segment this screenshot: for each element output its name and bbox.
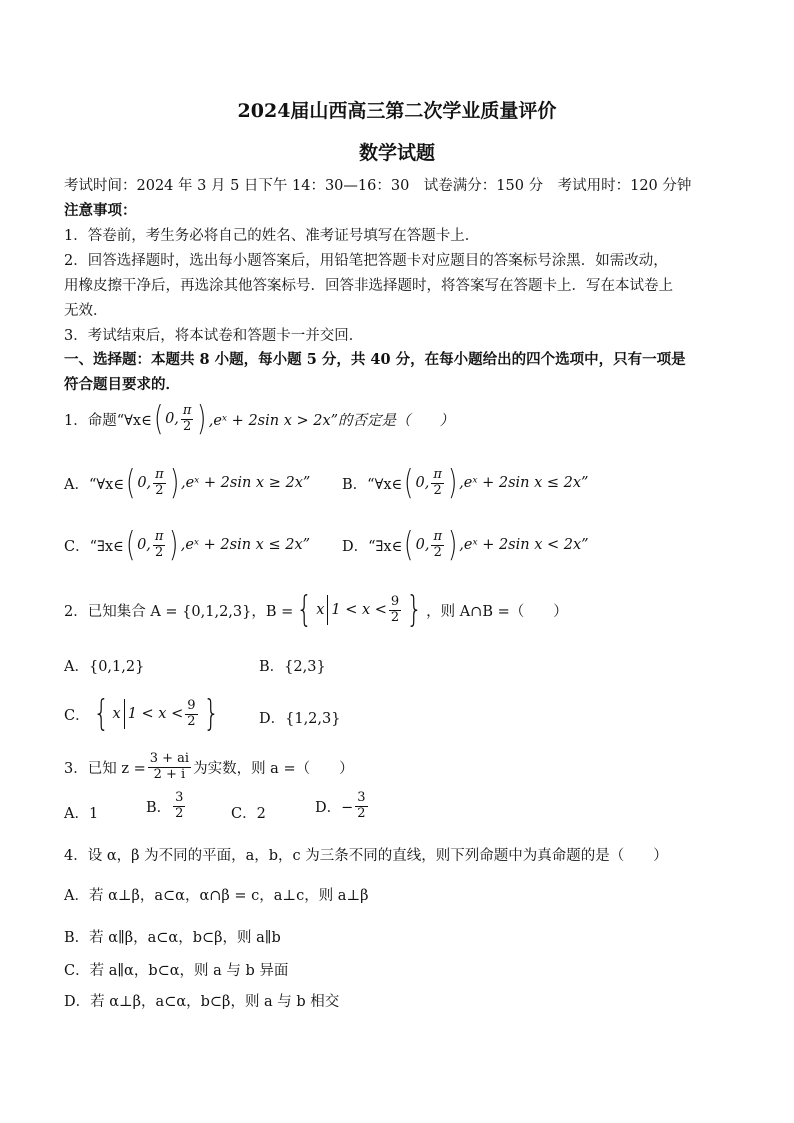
q3-option-b — [146, 791, 187, 822]
frac-den: 2 — [175, 805, 184, 821]
q1-a-prefix: A．“∀x∈ — [64, 476, 125, 493]
frac-den: 2 — [187, 713, 196, 729]
left-paren: ( — [404, 525, 414, 565]
q3-option-a: A．1 — [64, 806, 99, 822]
q3-prefix: 3．已知 z = — [64, 760, 146, 777]
q4-option-a: A．若 α⊥β，a⊂α，α∩β = c，a⊥c，则 a⊥β — [64, 888, 369, 904]
q2-c-prefix: C． — [64, 707, 90, 724]
q1-d-body: ,eˣ + 2sin x < 2x” — [459, 537, 589, 553]
left-paren: ( — [125, 525, 136, 565]
frac-den: 2 — [183, 418, 192, 434]
q2-option-c — [64, 693, 222, 734]
pi-over-2-fraction — [153, 468, 166, 499]
q2-option-d: D．{1,2,3} — [259, 711, 341, 727]
q1-interval-left: 0, — [165, 411, 179, 427]
question-3-stem — [64, 752, 354, 783]
q2-suffix: ，则 A∩B =（ ） — [426, 603, 568, 620]
question-4-stem: 4．设 α，β 为不同的平面，a，b，c 为三条不同的直线，则下列命题中为真命题的是（ ） — [64, 848, 668, 864]
frac-num: 3 + ai — [149, 751, 190, 766]
frac-den: 2 — [155, 544, 164, 560]
q3-suffix: 为实数，则 a =（ ） — [193, 760, 354, 777]
q3-b-prefix: B． — [146, 799, 172, 816]
left-brace: { — [296, 589, 313, 630]
frac-num: π — [154, 528, 164, 544]
nine-over-two-fraction — [389, 595, 401, 626]
right-brace: } — [202, 693, 219, 734]
question-2-stem — [64, 589, 568, 630]
pi-over-2-fraction — [153, 530, 166, 561]
right-paren: ) — [169, 463, 179, 503]
q3-option-c: C．2 — [231, 806, 266, 822]
frac-num: π — [433, 528, 442, 544]
notes-heading: 注意事项： — [64, 202, 137, 219]
q4-option-d: D．若 α⊥β，a⊂α，b⊂β，则 a 与 b 相交 — [64, 994, 340, 1010]
set-bar — [327, 595, 328, 625]
q1-b-prefix: B．“∀x∈ — [342, 476, 403, 493]
notes-item-2-line-2: 用橡皮擦干净后，再选涂其他答案标号．回答非选择题时，将答案写在答题卡上．写在本试卷上 — [64, 278, 673, 294]
question-1-stem — [64, 399, 455, 439]
notes-item-1: 1．答卷前，考生务必将自己的姓名、准考证号填写在答题卡上． — [64, 228, 480, 244]
frac-num: π — [155, 466, 164, 482]
left-paren: ( — [126, 463, 136, 503]
q1-b-body: ,eˣ + 2sin x ≤ 2x” — [459, 475, 589, 491]
frac-num: 3 — [357, 790, 366, 805]
q1-option-b — [342, 463, 589, 503]
frac-den: 2 — [390, 609, 400, 625]
q1-d-prefix: D．“∃x∈ — [342, 538, 403, 555]
interval-left: 0, — [415, 537, 430, 553]
pi-over-2-fraction — [431, 530, 444, 561]
q3-option-d — [315, 791, 370, 822]
exam-title: 2024届山西高三第二次学业质量评价 — [237, 100, 557, 122]
interval-left: 0, — [137, 537, 151, 553]
q1-a-body: ,eˣ + 2sin x ≥ 2x” — [180, 475, 311, 491]
q4-option-c: C．若 a∥α，b⊂α，则 a 与 b 异面 — [64, 963, 289, 979]
right-paren: ) — [197, 399, 207, 439]
q2-option-b: B．{2,3} — [259, 659, 326, 675]
set-var: x — [112, 706, 121, 722]
nine-over-two-fraction — [185, 699, 197, 730]
frac-num: π — [433, 466, 442, 482]
notes-item-3: 3．考试结束后，将本试卷和答题卡一并交回． — [64, 328, 364, 344]
right-brace: } — [406, 589, 423, 630]
right-paren: ) — [447, 463, 458, 503]
section-heading-line-1: 一、选择题：本题共 8 小题，每小题 5 分，共 40 分，在每小题给出的四个选项中，只有一项是 — [64, 351, 686, 368]
left-brace: { — [93, 693, 110, 734]
frac-num: 9 — [187, 697, 196, 713]
frac-num: 3 — [175, 790, 184, 805]
three-halves-fraction — [355, 791, 367, 822]
frac-den: 2 — [357, 805, 366, 821]
q1-prefix: 1．命题“∀x∈ — [64, 412, 152, 429]
q1-option-d — [342, 525, 589, 565]
frac-num: π — [182, 402, 192, 418]
left-paren: ( — [404, 463, 414, 503]
pi-over-2-fraction — [431, 468, 444, 499]
q1-c-prefix: C．“∃x∈ — [64, 538, 124, 555]
q1-body: ,eˣ + 2sin x > 2x”的否定是（ ） — [208, 412, 455, 429]
q4-option-b: B．若 α∥β，a⊂α，b⊂β，则 a∥b — [64, 930, 281, 946]
set-condition: 1 < x < — [331, 602, 387, 618]
left-paren: ( — [153, 399, 164, 439]
frac-den: 2 + i — [153, 766, 186, 782]
right-paren: ) — [447, 525, 458, 565]
set-condition: 1 < x < — [127, 706, 184, 722]
three-halves-fraction — [173, 791, 185, 822]
q1-option-c — [64, 525, 311, 565]
exam-info: 考试时间：2024 年 3 月 5 日下午 14：30—16：30 试卷满分：150 分 考试用时：120 分钟 — [64, 178, 692, 194]
frac-den: 2 — [433, 482, 442, 498]
q1-c-body: ,eˣ + 2sin x ≤ 2x” — [180, 537, 311, 553]
exam-subtitle: 数学试题 — [358, 142, 435, 164]
pi-over-2-fraction — [181, 404, 194, 435]
frac-den: 2 — [155, 482, 164, 498]
q2-prefix: 2．已知集合 A = {0,1,2,3}，B = — [64, 603, 294, 620]
section-heading-line-2: 符合题目要求的． — [64, 376, 180, 393]
frac-num: 9 — [390, 593, 400, 609]
notes-item-2-line-3: 无效． — [64, 303, 108, 319]
notes-item-2-line-1: 2．回答选择题时，选出每小题答案后，用铅笔把答题卡对应题目的答案标号涂黑．如需改动， — [64, 253, 668, 269]
right-paren: ) — [169, 525, 179, 565]
set-bar — [124, 699, 125, 729]
frac-den: 2 — [433, 544, 442, 560]
z-fraction — [148, 752, 191, 783]
interval-left: 0, — [415, 475, 430, 491]
q1-option-a — [64, 463, 311, 503]
interval-left: 0, — [137, 475, 152, 491]
q2-option-a: A．{0,1,2} — [64, 659, 145, 675]
q3-d-prefix: D．− — [315, 799, 354, 816]
set-var: x — [316, 602, 325, 618]
